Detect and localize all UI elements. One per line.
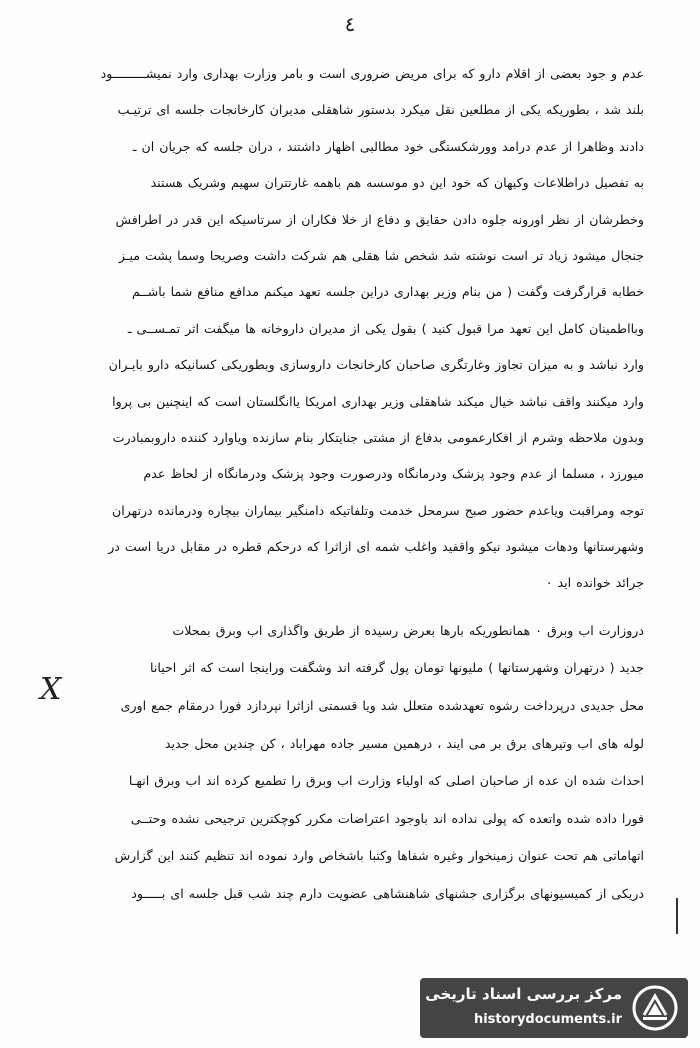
handwritten-margin-mark: X (40, 672, 62, 707)
text-line: توجه ومراقبت ویاعدم حضور صبح سرمحل خدمت وتلفاتیکه دامنگیر بیماران بیچاره ودرمانده درتهران (111, 502, 644, 518)
watermark-url: historydocuments.ir (473, 1012, 622, 1027)
text-line: بلند شد ، بطوریکه یکی از مطلعین نقل میکرد بدستور شاهقلی مدیران کارخانجات جلسه ای ترتیـب (117, 102, 644, 118)
text-line: جرائد خوانده اید ٠ (545, 575, 644, 591)
text-line: جدید ( درتهران وشهرستانها ) ملیونها تومان پول گرفته اند وشگفت وراینجا است که اثر احیانا (150, 660, 644, 676)
document-body (38, 56, 644, 913)
text-line: وخطرشان از نظر اورونه جلوه دادن حقایق و دفاع از خلا فکاران از سرتاسیکه این قدر در اطرافش (115, 211, 644, 227)
paragraph-1 (38, 56, 644, 602)
text-line: وارد میکنند واقف نباشد خیال میکند شاهقلی وزیر بهداری امریکا یاانگلستان است که اینچنین بی پروا (112, 393, 644, 409)
text-line: دریکی از کمیسیونهای برگزاری جشنهای شاهنشاهی عضویت دارم چند شب قبل جلسه ای بـــــود (131, 886, 644, 902)
text-line: لوله های اب وتیرهای برق بر می ایند ، درهمین مسیر جاده مهراباد ، کن چندین محل جدید (164, 735, 644, 751)
text-line: جنجال میشود زیاد تر است نوشته شد شخص شا هقلی هم شرکت داشت وصریحا وسما پشت میـز (118, 247, 644, 263)
text-line: احداث شده ان عده از صاحبان اصلی که اولیاء وزارت اب وبرق را تطمیع کرده اند اب وبرق انهـا (128, 773, 644, 789)
page-number: ٤ (344, 12, 356, 36)
watermark (420, 978, 688, 1038)
text-line: وبدون ملاحظه وشرم از افکارعمومی بدفاع از مشتی جنایتکار بنام سازنده ویاوارد کننده داروبمبادرت (112, 429, 644, 445)
text-line: وبااطمینان کامل این تعهد مرا قبول کنید ) بقول یکی از مدیران داروخانه ها میگفت اثر تمـســی ـ (127, 320, 644, 336)
text-line: به تفصیل دراطلاعات وکیهان که خود این دو موسسه هم باهمه غارتتران سهیم وشریک هستند (150, 175, 644, 191)
paragraph-2 (38, 612, 644, 913)
text-line: محل جدیدی درپرداخت رشوه تعهدشده متعلل شد ویا قسمتی ازاثرا نپردازد فورا درمقام جمع اوری (120, 698, 644, 714)
text-line: فورا داده شده واتعده که پولی نداده اند باوجود اعتراضات مکرر کوچکترین ترجیحی نشده وحتــی (130, 810, 644, 826)
text-line: میورزد ، مسلما از عدم وجود پزشک ودرمانگاه ودرصورت وجود پزشک ودرمانگاه از لحاظ عدم (143, 466, 644, 482)
watermark-title: مرکز بررسی اسناد تاریخی (425, 985, 622, 1003)
archive-logo-icon (632, 985, 678, 1031)
text-line: وشهرستانها ودهات میشود نیکو واقفید واغلب شمه ای ازاثرا که درحکم قطره در مقابل دریا است در (108, 539, 644, 555)
text-line: وارد نباشد و به میزان تجاوز وغارتگری صاحبان کارخانجات داروسازی وبطوریکی کسانیکه دارو بایـران (108, 357, 644, 373)
text-line: دروزارت اب وبرق ٠ همانطوریکه بارها بعرض رسیده از طریق واگذاری اب وبرق بمحلات (172, 622, 644, 638)
text-line: عدم و جود بعضی از اقلام دارو که برای مریض ضروری است و بامر وزارت بهداری وارد نمیشـــــــــود (100, 66, 644, 81)
text-line: خطابه قرارگرفت وگفت ( من بنام وزیر بهداری دراین جلسه تعهد میکنم مدافع منافع شما باشــم (131, 284, 644, 300)
text-line: اتهاماتی هم تحت عنوان زمینخوار وغیره شفاها وکتبا باشخاص وارد نموده اند تنظیم کنند این گزارش (114, 848, 644, 864)
margin-stroke (676, 898, 678, 934)
text-line: دادند وظاهرا از عدم درامد وورشکستگی خود مطالبی اظهار داشتند ، دران جلسه که جریان ان ـ (132, 138, 644, 154)
